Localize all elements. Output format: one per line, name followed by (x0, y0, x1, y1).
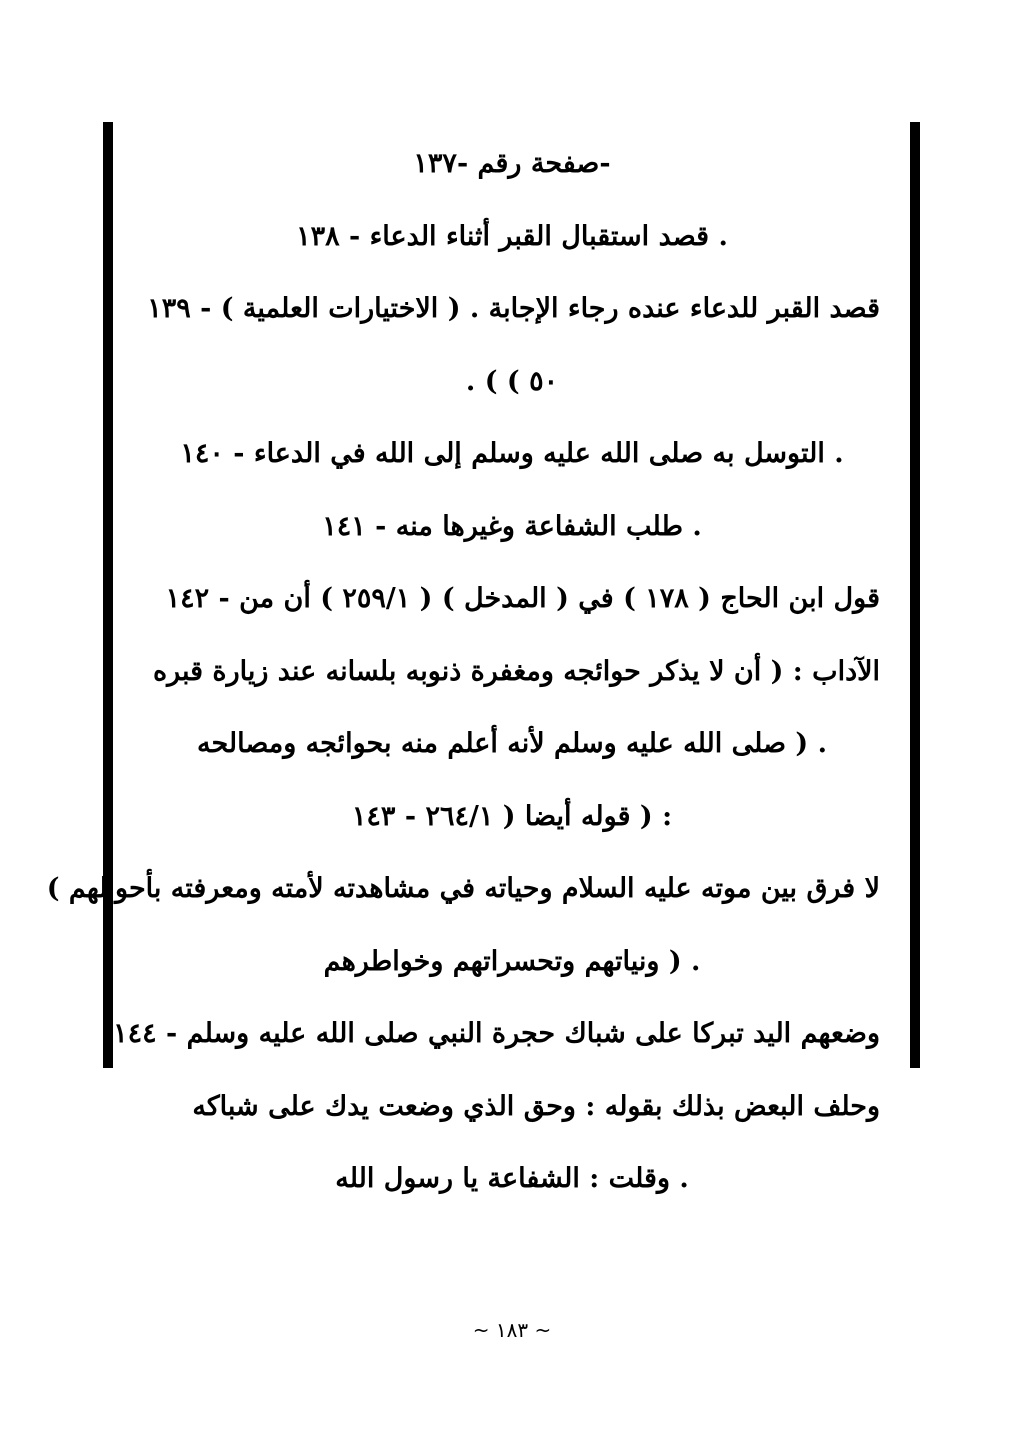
text-line: . ( صلى الله عليه وسلم لأنه أعلم منه بحوائجه ومصالحه (196, 728, 827, 759)
page-heading: -صفحة رقم -١٣٧ (413, 148, 611, 179)
text-line: . قصد استقبال القبر أثناء الدعاء - ١٣٨ (296, 220, 728, 252)
text-line: قصد القبر للدعاء عنده رجاء الإجابة . ( الاختيارات العلمية ) - ١٣٩ (147, 293, 880, 324)
text-line: . طلب الشفاعة وغيرها منه - ١٤١ (322, 510, 702, 542)
text-line: قول ابن الحاج ( ١٧٨ ) في ( المدخل ) ( ٢٥٩/١ ) أن من - ١٤٢ (165, 583, 880, 614)
page-number: ~ ١٨٣ ~ (472, 1318, 552, 1342)
text-line: الآداب : ( أن لا يذكر حوائجه ومغفرة ذنوبه بلسانه عند زيارة قبره (152, 655, 880, 687)
text-line: . ( ونياتهم وتحسراتهم وخواطرهم (323, 945, 701, 977)
text-line: . وقلت : الشفاعة يا رسول الله (335, 1163, 689, 1194)
text-line: : ( قوله أيضا ( ٢٦٤/١ - ١٤٣ (351, 800, 673, 832)
right-border-rule (910, 122, 920, 1068)
text-line: وحلف البعض بذلك بقوله : وحق الذي وضعت يدك على شباكه (192, 1090, 880, 1122)
text-line: وضعهم اليد تبركا على شباك حجرة النبي صلى الله عليه وسلم - ١٤٤ (113, 1018, 880, 1049)
page-body (46, 128, 904, 1216)
text-line: . التوسل به صلى الله عليه وسلم إلى الله في الدعاء - ١٤٠ (180, 438, 844, 469)
left-border-rule (103, 122, 113, 1068)
text-line: لا فرق بين موته عليه السلام وحياته في مشاهدته لأمته ومعرفته بأحوالهم ) (46, 873, 880, 904)
text-line: . ( ( ٥٠ (465, 365, 559, 397)
